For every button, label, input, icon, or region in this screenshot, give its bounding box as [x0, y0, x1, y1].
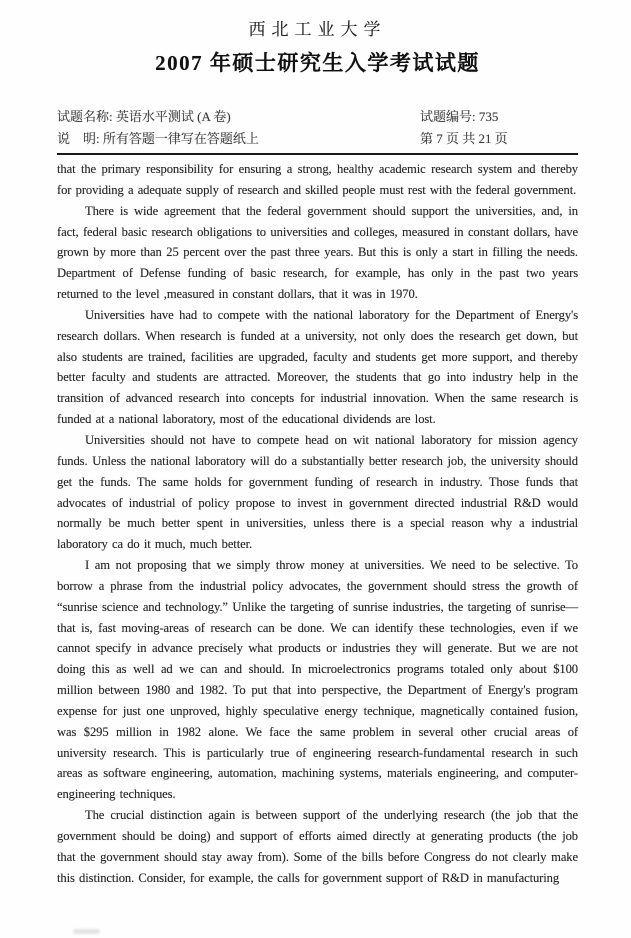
exam-title: 2007 年硕士研究生入学考试试题 — [155, 51, 480, 75]
exam-name-row — [57, 106, 259, 128]
paper-number-value: 735 — [478, 109, 499, 124]
exam-name-value: 英语水平测试 (A 卷) — [115, 109, 231, 124]
note-label: 说 明: — [57, 131, 100, 146]
passage-paragraph: Universities should not have to compete head on wit national laboratory for mission agency funds. Unless the national laboratory will do a substantially better research job, the university should get the funds. The same holds for government funding of research in industry. Those funds that advocates of industrial of policy propose to invest in government directed industrial R&D would normally be much better spent in universities, unless there is a special reason why a industrial laboratory ca do it much, much better. — [57, 432, 578, 552]
university-name: 西北工业大学 — [248, 20, 387, 39]
paper-number-label: 试题编号: — [420, 109, 476, 124]
exam-name-label: 试题名称: — [57, 109, 113, 124]
header-divider — [57, 153, 578, 155]
passage-paragraph: that the primary responsibility for ensuring a strong, healthy academic research system and thereby for providing a adequate supply of research and skilled people must rest with the federal government. — [57, 162, 578, 197]
note-value: 所有答题一律写在答题纸上 — [102, 131, 259, 146]
reading-passage — [57, 159, 578, 889]
paper-number-row — [420, 106, 578, 128]
exam-info-right — [420, 106, 578, 150]
exam-info-block — [57, 106, 578, 150]
scan-smudge — [73, 929, 100, 934]
page-indicator: 第 7 页 共 21 页 — [420, 131, 508, 146]
passage-paragraph: The crucial distinction again is between support of the underlying research (the job that the government should be doing) and support of efforts aimed directly at generating products (the job that the government should stay away from). Some of the bills before Congress do not clearly make this distinction. Consider, for example, the calls for government support of R&D in manufacturing — [57, 808, 578, 885]
exam-info-left — [57, 106, 259, 150]
note-row — [57, 128, 259, 150]
passage-paragraph: I am not proposing that we simply throw money at universities. We need to be selective. To borrow a phrase from the industrial policy advocates, the government should stress the growth of “sunrise science and technology.” Unlike the targeting of sunrise industries, the targeting of sunrise—that is, fast moving-areas of research can be done. We can identify these technologies, even if we cannot specify in advance precisely what products or industries they will generate. But we are not doing this as well ad we can and should. In microelectronics programs totaled only about $100 million between 1980 and 1982. To put that into perspective, the Department of Energy's program expense for just one unproved, highly speculative energy technique, magnetically contained fusion, was $295 million in 1982 alone. We face the same problem in several other crucial areas of university research. This is particularly true of engineering research-fundamental research in such areas as software engineering, automation, machining systems, materials engineering, and computer-engineering techniques. — [57, 558, 578, 802]
passage-paragraph: Universities have had to compete with the national laboratory for the Department of Energy's research dollars. When research is funded at a university, not only does the research get down, but also students are trained, facilities are upgraded, faculty and students get more support, and thereby better faculty and students are attracted. Moreover, the students that go into industry help in the transition of advanced research into concepts for industrial innovation. When the same research is funded at a national laboratory, most of the educational dividends are lost. — [57, 307, 578, 427]
passage-paragraph: There is wide agreement that the federal government should support the universities, and, in fact, federal basic research obligations to universities and colleges, measured in constant dollars, have grown by more than 25 percent over the past three years. But this is only a start in filling the needs. Department of Defense funding of basic research, for example, has only in the past two years returned to the level ,measured in constant dollars, that it was in 1970. — [57, 203, 578, 302]
